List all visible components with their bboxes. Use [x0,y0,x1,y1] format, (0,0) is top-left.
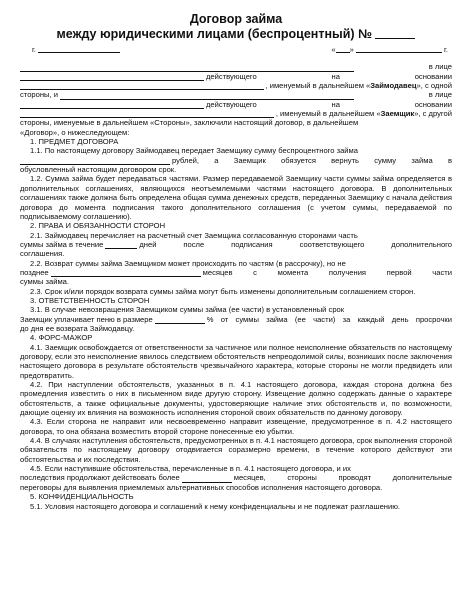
contract-number-blank [375,27,415,39]
clause-1-1-line-1: 1.1. По настоящему договору Займодавец передает Заемщику сумму беспроцентного займа [30,146,358,156]
clause-2-2-line-2 [20,268,452,277]
preamble-line-6 [20,109,452,118]
loan-amount-blank [20,156,170,165]
penalty-percent-blank [155,315,205,324]
contract-intro-line: «Договор», о нижеследующем: [20,127,130,137]
date-open-quote: « [331,45,336,54]
acting-basis-text: действующего на основании [206,71,452,81]
borrower-name-blank [60,91,354,100]
month-year-blank [356,44,442,53]
clause-4-1: 4.1. Заемщик освобождается от ответственности за частичное или полное неисполнение обязательств по настоящему договору, если это неисполнение явилось следствием обстоятельств непреодолимой силы, возникших после заключения настоящего договора в результате обстоятельств чрезвычайного характера, которые стороны не могли предвидеть или предотвратить. [20,342,452,380]
clause-2-3: 2.3. Срок и/или порядок возврата суммы займа могут быть изменены дополнительным соглашением сторон. [30,286,416,296]
subtitle-text: между юридическими лицами (беспроцентный) № [56,27,372,41]
clause-1-1-line-3: обусловленный настоящим договором срок. [20,165,177,175]
clause-4-5-line-3: переговоры для выявления приемлемых альтернативных способов исполнения настоящего договора. [20,482,383,492]
clause-2-2-text-b: позднее [20,267,49,277]
repayment-months-blank [51,268,201,277]
clause-4-4: 4.4. В случаях наступления обстоятельств, предусмотренных в п. 4.1 настоящего договора, срок выполнения стороной обязательств по настоящему договору отодвигается соразмерно времени, в течение которого действуют эти обстоятельства и их последствия. [20,436,452,464]
lender-named-prefix: , именуемый в дальнейшем « [265,81,371,91]
in-face-text: в лице [428,62,452,72]
clause-3-1-line-2 [20,315,452,324]
city-prefix: г. [32,45,36,54]
borrower-named-text [276,109,452,118]
document-title: Договор займа [189,12,283,26]
borrower-rep-blank [20,100,204,109]
clause-1-1-text-2: рублей, а Заемщик обязуется вернуть сумму займа в [172,155,452,165]
lender-rep-blank [20,72,204,81]
clause-3-1-text-c: % от суммы займа (ее части) за каждый день просрочки [206,314,452,324]
clause-3-1-line-1: 3.1. В случае невозвращения Заемщиком суммы займа (ее части) в установленный срок [30,305,345,315]
date-close-quote: » [349,45,354,54]
acting-basis-text-2: действующего на основании [206,99,452,109]
section-2-heading: 2. ПРАВА И ОБЯЗАННОСТИ СТОРОН [30,221,166,231]
clause-1-1-line-2 [20,156,452,165]
city-blank [38,44,120,53]
lender-named-text [266,81,453,90]
in-face-text-2: в лице [428,90,452,100]
city-date-row [32,44,448,54]
clause-4-2: 4.2. При наступлении обстоятельств, указанных в п. 4.1 настоящего договора, каждая сторона должна без промедления известить о них в письменном виде другую сторону. Извещение должно содержать данные о характере обстоятельств, а также официальные документы, удостоверяющие наличие этих обстоятельств и, по возможности, дающие оценку их влияния на возможность исполнения стороной своих обязательств по данному договору. [20,380,452,418]
clause-1-2: 1.2. Сумма займа будет передаваться частями. Размер передаваемой Заемщику части суммы займа определяется в дополнительных соглашениях, являющихся неотъемлемыми частями настоящего договора. В дополнительных соглашениях также должна быть определена общая сумма денежных средств, переданных Заемщику с начала действия договора до момента подписания такого дополнительного соглашения (с учетом суммы, передаваемой по подписываемому соглашению). [20,174,452,221]
lender-basis-blank [20,81,264,90]
transfer-days-blank [105,240,137,249]
clause-2-1-text-c: дней после подписания соответствующего дополнительного [139,239,452,249]
preamble-line-2 [20,72,452,81]
clause-3-1-text-b: Заемщик уплачивает пеню в размере [20,314,153,324]
parties-line: стороны, именуемые в дальнейшем «Стороны», заключили настоящий договор, в дальнейшем [20,118,359,128]
clause-2-2-text-c: месяцев с момента получения первой части [202,267,452,277]
section-4-heading: 4. ФОРС-МАЖОР [30,333,93,343]
clause-4-5-line-1: 4.5. Если наступившие обстоятельства, перечисленные в п. 4.1 настоящего договора, и их [30,464,351,474]
preamble-line-3 [20,81,452,90]
clause-2-2-line-3: суммы займа. [20,277,70,287]
clause-2-2-line-1: 2.2. Возврат суммы займа Заемщиком может происходить по частям (в рассрочку), но не [30,258,346,268]
lender-named-suffix: », с одной [416,81,452,91]
clause-2-1-text-b: суммы займа в течение [20,239,104,249]
borrower-named-suffix: », с другой [414,109,452,119]
clause-4-5-line-2 [20,473,452,482]
side-one-text: стороны, и [20,90,58,100]
clause-4-3: 4.3. Если сторона не направит или несвоевременно направит извещение, предусмотренное в п. 4.2 настоящего договора, то она обязана возместить второй стороне понесенные ею убытки. [20,417,452,436]
section-5-heading: 5. КОНФИДЕНЦИАЛЬНОСТЬ [30,492,134,502]
clause-2-1-line-2 [20,240,452,249]
date-field [331,44,448,54]
borrower-role: Заемщик [380,109,415,119]
lender-name-blank [20,63,354,72]
day-blank [336,44,350,53]
preamble-line-1 [20,62,452,71]
clause-3-1-line-3: до дня ее возврата Займодавцу. [20,323,135,333]
date-year-suffix: г. [444,45,448,54]
section-1-heading: 1. ПРЕДМЕТ ДОГОВОРА [30,137,119,147]
clause-4-5-text-c: месяцев, стороны проводят дополнительные [233,473,452,483]
force-majeure-months-blank [182,474,232,483]
preamble-line-4 [20,90,452,99]
borrower-named-prefix: , именуемый в дальнейшем « [275,109,381,119]
clause-2-1-line-1: 2.1. Займодавец перечисляет на расчетный счет Заемщика согласованную сторонами часть [30,230,358,240]
document-subtitle [20,27,452,42]
lender-role: Займодавец [370,81,417,91]
preamble-line-5 [20,100,452,109]
borrower-basis-blank [20,109,274,118]
section-3-heading: 3. ОТВЕТСТВЕННОСТЬ СТОРОН [30,295,150,305]
clause-4-5-text-b: последствия продолжают действовать более [20,473,180,483]
clause-5-1: 5.1. Условия настоящего договора и соглашений к нему конфиденциальны и не подлежат разглашению. [30,501,401,511]
city-field [32,44,120,54]
clause-2-1-line-3: соглашения. [20,249,65,259]
